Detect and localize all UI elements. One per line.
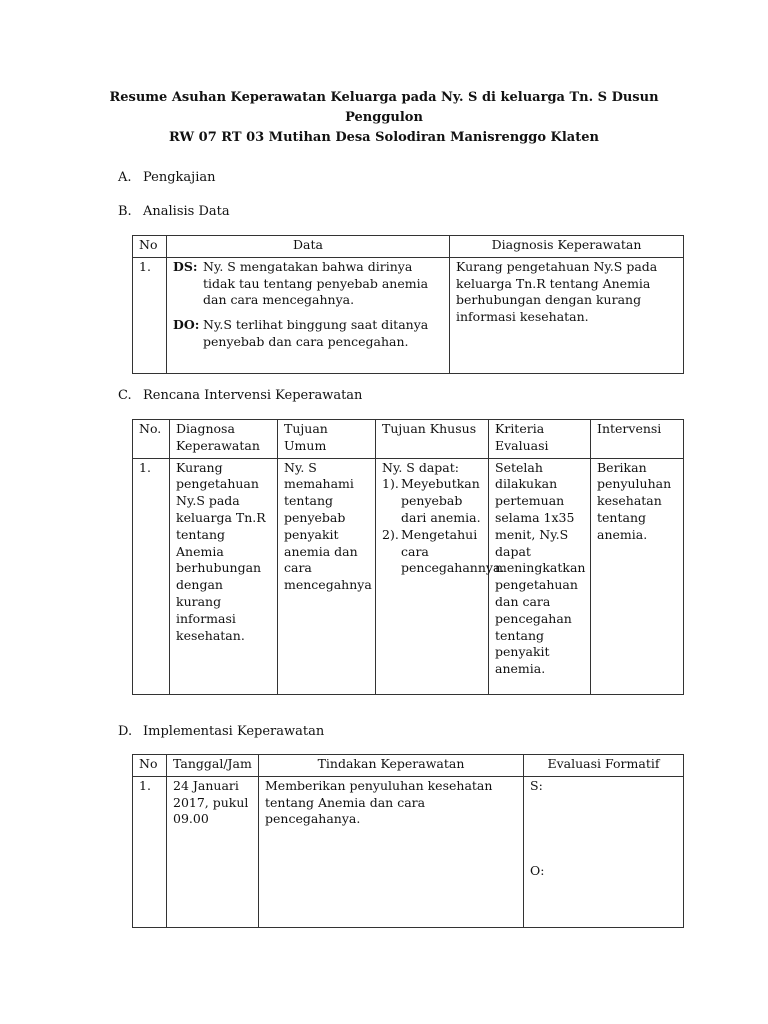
section-d-letter: D. <box>118 724 133 739</box>
header-no: No <box>133 755 167 777</box>
tujuan-khusus-intro: Ny. S dapat: <box>382 459 459 475</box>
analisis-data-table <box>132 235 684 374</box>
do-entry <box>173 317 443 351</box>
header-no: No. <box>133 420 170 459</box>
list-item <box>382 476 482 526</box>
item-number: 1). <box>382 476 399 492</box>
ds-text: Ny. S mengatakan bahwa dirinya tidak tau tentang penyebab anemia dan cara mencegahnya. <box>203 258 429 308</box>
section-b-heading <box>118 204 230 221</box>
item-text: Meyebutkan penyebab dari anemia. <box>401 476 481 525</box>
table-row <box>133 458 684 694</box>
table-header-row <box>133 755 684 777</box>
document-title <box>80 88 688 148</box>
section-a-letter: A. <box>118 170 132 185</box>
header-diagnosis: Diagnosis Keperawatan <box>450 236 684 258</box>
cell-tujuan-umum: Ny. S memahami tentang penyebab penyakit anemia dan cara mencegahnya <box>278 458 376 694</box>
cell-tanggal: 24 Januari 2017, pukul 09.00 <box>167 776 259 927</box>
header-tindakan: Tindakan Keperawatan <box>259 755 524 777</box>
table-row <box>133 776 684 927</box>
section-b-letter: B. <box>118 204 132 219</box>
cell-no: 1. <box>133 776 167 927</box>
eval-s: S: <box>530 777 543 793</box>
header-intervensi: Intervensi <box>591 420 684 459</box>
header-no: No <box>133 236 167 258</box>
ds-entry <box>173 259 443 309</box>
do-label: DO: <box>173 317 200 333</box>
section-c-label: Rencana Intervensi Keperawatan <box>143 388 363 403</box>
section-a-heading <box>118 170 216 187</box>
section-d-heading <box>118 724 324 741</box>
cell-intervensi: Berikan penyuluhan kesehatan tentang anemia. <box>591 458 684 694</box>
header-evaluasi: Evaluasi Formatif <box>524 755 684 777</box>
header-diagnosa: Diagnosa Keperawatan <box>170 420 278 459</box>
table-row <box>133 257 684 373</box>
tujuan-khusus-list <box>382 476 505 577</box>
ds-label: DS: <box>173 258 198 274</box>
cell-tindakan: Memberikan penyuluhan kesehatan tentang Anemia dan cara pencegahanya. <box>259 776 524 927</box>
header-data: Data <box>167 236 450 258</box>
item-number: 2). <box>382 526 399 542</box>
cell-diagnosis: Kurang pengetahuan Ny.S pada keluarga Tn.R tentang Anemia berhubungan dengan kurang informasi kesehatan. <box>450 257 684 373</box>
section-c-heading <box>118 388 362 405</box>
cell-diagnosa: Kurang pengetahuan Ny.S pada keluarga Tn.R tentang Anemia berhubungan dengan kurang informasi kesehatan. <box>170 458 278 694</box>
list-item <box>382 526 505 577</box>
cell-kriteria: Setelah dilakukan pertemuan selama 1x35 menit, Ny.S dapat meningkatkan pengetahuan dan cara pencegahan tentang penyakit anemia. <box>489 458 591 694</box>
section-c-letter: C. <box>118 388 132 403</box>
cell-tujuan-khusus <box>376 458 505 694</box>
section-d-label: Implementasi Keperawatan <box>143 724 325 739</box>
cell-data <box>167 257 450 373</box>
header-kriteria: Kriteria Evaluasi <box>489 420 591 459</box>
cell-evaluasi <box>524 776 684 927</box>
table-header-row <box>133 236 684 258</box>
implementasi-table <box>132 754 684 928</box>
item-text: Mengetahui cara pencegahannya. <box>401 526 505 576</box>
rencana-intervensi-table <box>132 419 684 695</box>
header-tujuan-umum: Tujuan Umum <box>278 420 376 459</box>
section-b-label: Analisis Data <box>143 204 230 219</box>
header-tujuan-khusus: Tujuan Khusus <box>376 420 489 459</box>
header-tanggal: Tanggal/Jam <box>167 755 259 777</box>
title-line-1: Resume Asuhan Keperawatan Keluarga pada Ny. S di keluarga Tn. S Dusun Penggulon <box>109 90 659 125</box>
cell-no: 1. <box>133 458 170 694</box>
cell-no: 1. <box>133 257 167 373</box>
table-header-row <box>133 420 684 459</box>
title-line-2: RW 07 RT 03 Mutihan Desa Solodiran Manisrenggo Klaten <box>169 130 599 145</box>
section-a-label: Pengkajian <box>143 170 216 185</box>
do-text: Ny.S terlihat binggung saat ditanya penyebab dan cara pencegahan. <box>203 317 429 349</box>
eval-o: O: <box>530 862 545 878</box>
